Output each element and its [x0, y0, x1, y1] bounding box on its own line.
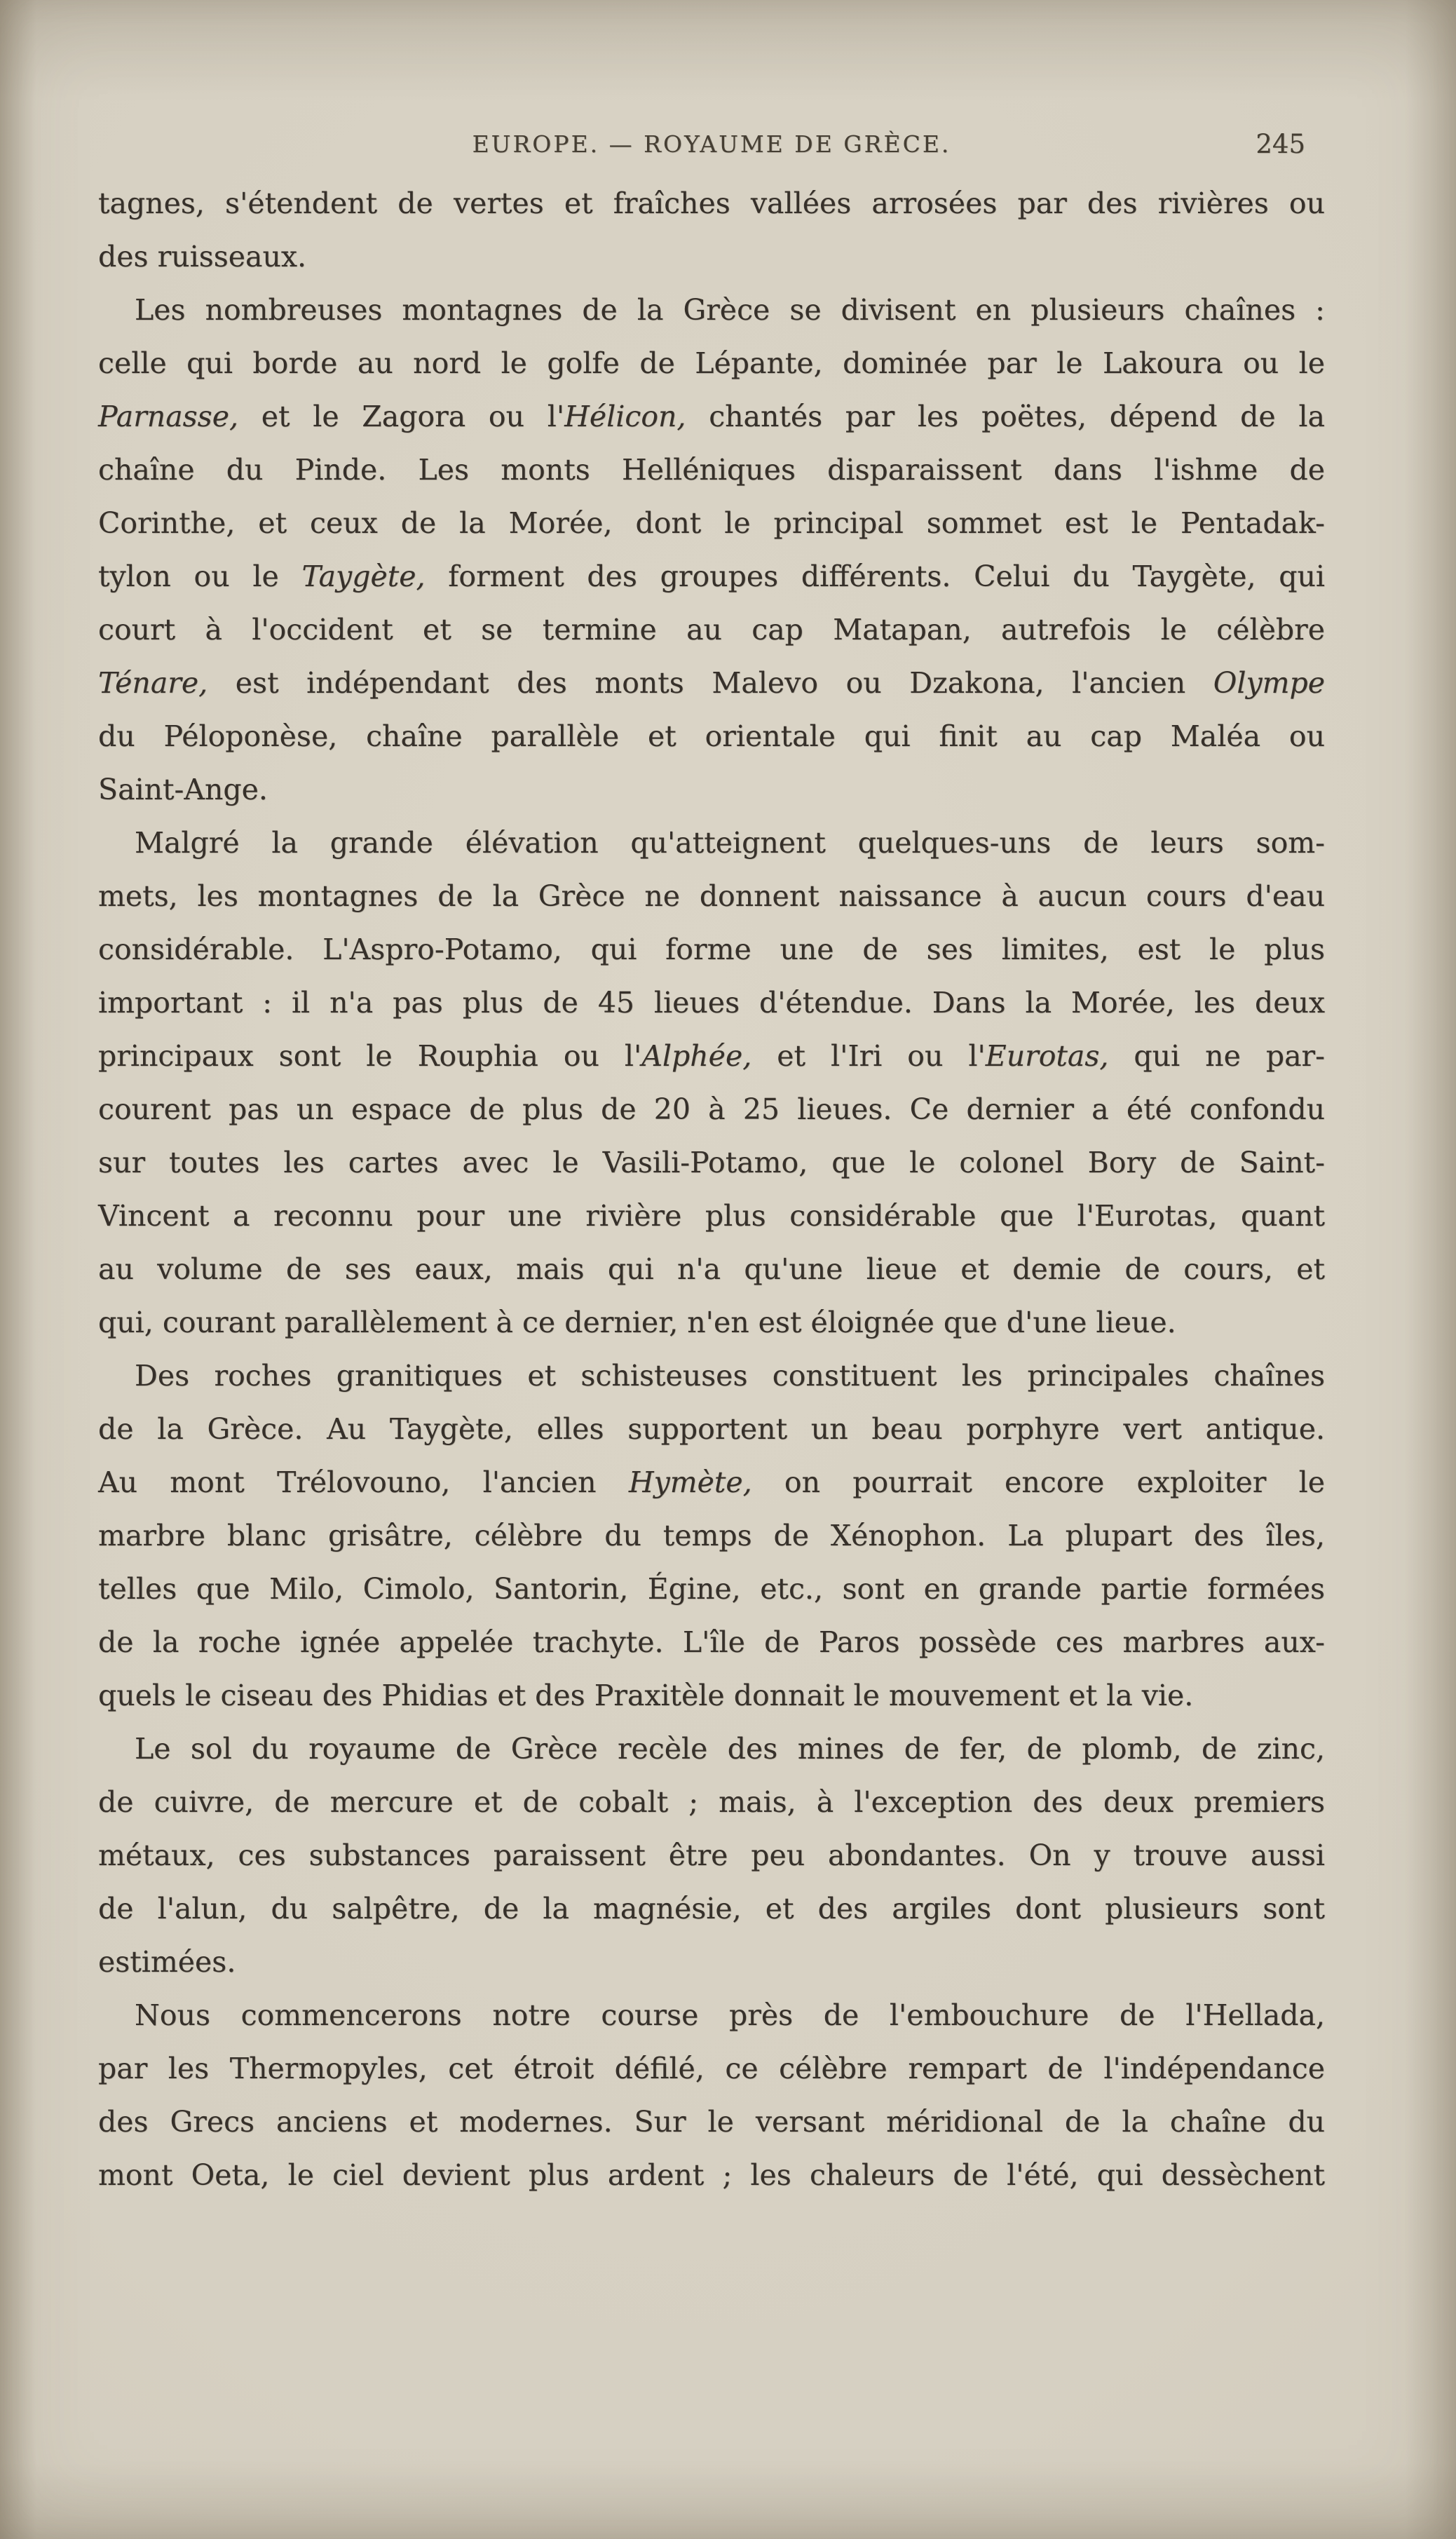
- text-segment: considérable. L'Aspro-Potamo, qui forme une de ses limites, est le plus: [98, 933, 1325, 966]
- text-segment: Saint-Ange.: [98, 773, 268, 806]
- text-line: [98, 1349, 1325, 1402]
- text-segment: Corinthe, et ceux de la Morée, dont le principal sommet est le Pentadak-: [98, 506, 1325, 540]
- text-line: [98, 763, 1325, 816]
- text-line: [98, 1296, 1325, 1349]
- text-line: [98, 1935, 1325, 1989]
- text-segment: tagnes, s'étendent de vertes et fraîches vallées arrosées par des rivières ou: [98, 187, 1325, 220]
- text-segment: on pourrait encore exploiter le: [751, 1465, 1325, 1499]
- italic-text: Taygète,: [301, 560, 426, 593]
- text-line: [98, 496, 1325, 550]
- text-line: [98, 1669, 1325, 1722]
- text-line: [98, 2148, 1325, 2202]
- text-segment: court à l'occident et se termine au cap Matapan, autrefois le célèbre: [98, 613, 1325, 646]
- text-segment: de la roche ignée appelée trachyte. L'île de Paros possède ces marbres aux-: [98, 1625, 1325, 1659]
- text-segment: telles que Milo, Cimolo, Santorin, Égine, etc., sont en grande partie formées: [98, 1572, 1325, 1606]
- text-line: [98, 1402, 1325, 1456]
- text-segment: Nous commencerons notre course près de l'embouchure de l'Hellada,: [135, 1998, 1325, 2032]
- text-segment: Vincent a reconnu pour une rivière plus considérable que l'Eurotas, quant: [98, 1199, 1325, 1233]
- italic-text: Parnasse,: [98, 400, 239, 433]
- text-segment: du Péloponèse, chaîne parallèle et orientale qui finit au cap Maléa ou: [98, 719, 1325, 753]
- text-segment: chaîne du Pinde. Les monts Helléniques disparaissent dans l'ishme de: [98, 453, 1325, 487]
- text-line: [98, 923, 1325, 976]
- text-segment: marbre blanc grisâtre, célèbre du temps de Xénophon. La plupart des îles,: [98, 1519, 1325, 1552]
- text-line: [98, 390, 1325, 443]
- text-segment: qui ne par-: [1108, 1039, 1325, 1073]
- text-segment: de l'alun, du salpêtre, de la magnésie, et des argiles dont plusieurs sont: [98, 1892, 1325, 1925]
- text-line: [98, 177, 1325, 230]
- text-segment: qui, courant parallèlement à ce dernier, n'en est éloignée que d'une lieue.: [98, 1306, 1176, 1339]
- text-segment: Au mont Trélovouno, l'ancien: [98, 1465, 629, 1499]
- text-line: [98, 550, 1325, 603]
- text-line: [98, 1189, 1325, 1243]
- italic-text: Olympe: [1213, 666, 1325, 700]
- text-line: [98, 656, 1325, 710]
- italic-text: Ténare,: [98, 666, 208, 700]
- text-segment: de cuivre, de mercure et de cobalt ; mais, à l'exception des deux premiers: [98, 1785, 1325, 1819]
- text-segment: de la Grèce. Au Taygète, elles supportent un beau porphyre vert antique.: [98, 1412, 1325, 1446]
- italic-text: Eurotas,: [985, 1039, 1109, 1073]
- text-line: [98, 603, 1325, 656]
- text-line: [98, 337, 1325, 390]
- text-line: [98, 2095, 1325, 2148]
- text-segment: des ruisseaux.: [98, 240, 307, 273]
- text-segment: estimées.: [98, 1945, 236, 1979]
- text-line: [98, 443, 1325, 496]
- text-segment: est indépendant des monts Malevo ou Dzakona, l'ancien: [207, 666, 1213, 700]
- text-line: [98, 1616, 1325, 1669]
- text-line: [98, 976, 1325, 1029]
- italic-text: Hymète,: [628, 1465, 752, 1499]
- text-segment: par les Thermopyles, cet étroit défilé, ce célèbre rempart de l'indépendance: [98, 2052, 1325, 2085]
- text-segment: Malgré la grande élévation qu'atteignent quelques-uns de leurs som-: [135, 826, 1325, 860]
- text-segment: chantés par les poëtes, dépend de la: [686, 400, 1325, 433]
- text-line: [98, 1829, 1325, 1882]
- text-segment: important : il n'a pas plus de 45 lieues d'étendue. Dans la Morée, les deux: [98, 986, 1325, 1020]
- text-line: [98, 1989, 1325, 2042]
- page-number: 245: [1256, 129, 1305, 159]
- text-segment: principaux sont le Rouphia ou l': [98, 1039, 642, 1073]
- text-line: [98, 1722, 1325, 1775]
- text-line: [98, 1456, 1325, 1509]
- running-head: [98, 130, 1325, 165]
- text-segment: mont Oeta, le ciel devient plus ardent ; les chaleurs de l'été, qui dessèchent: [98, 2158, 1325, 2192]
- text-line: [98, 1136, 1325, 1189]
- body-text: [98, 177, 1325, 2202]
- text-segment: courent pas un espace de plus de 20 à 25 lieues. Ce dernier a été confondu: [98, 1092, 1325, 1126]
- text-segment: tylon ou le: [98, 560, 302, 593]
- text-segment: sur toutes les cartes avec le Vasili-Potamo, que le colonel Bory de Saint-: [98, 1146, 1325, 1179]
- text-segment: métaux, ces substances paraissent être peu abondantes. On y trouve aussi: [98, 1839, 1325, 1872]
- text-line: [98, 1509, 1325, 1562]
- text-segment: et l'Iri ou l': [751, 1039, 986, 1073]
- text-line: [98, 2042, 1325, 2095]
- text-segment: au volume de ses eaux, mais qui n'a qu'une lieue et demie de cours, et: [98, 1252, 1325, 1286]
- text-line: [98, 1775, 1325, 1829]
- italic-text: Hélicon,: [564, 400, 686, 433]
- text-segment: mets, les montagnes de la Grèce ne donnent naissance à aucun cours d'eau: [98, 879, 1325, 913]
- text-segment: quels le ciseau des Phidias et des Praxitèle donnait le mouvement et la vie.: [98, 1679, 1194, 1712]
- text-segment: et le Zagora ou l': [238, 400, 565, 433]
- text-line: [98, 230, 1325, 283]
- text-segment: celle qui borde au nord le golfe de Lépante, dominée par le Lakoura ou le: [98, 346, 1325, 380]
- text-line: [98, 1029, 1325, 1083]
- text-line: [98, 1083, 1325, 1136]
- text-segment: des Grecs anciens et modernes. Sur le versant méridional de la chaîne du: [98, 2105, 1325, 2139]
- text-segment: Le sol du royaume de Grèce recèle des mines de fer, de plomb, de zinc,: [135, 1732, 1325, 1766]
- text-line: [98, 816, 1325, 869]
- text-segment: Les nombreuses montagnes de la Grèce se divisent en plusieurs chaînes :: [135, 293, 1325, 327]
- text-line: [98, 710, 1325, 763]
- text-line: [98, 283, 1325, 337]
- text-segment: Des roches granitiques et schisteuses constituent les principales chaînes: [135, 1359, 1325, 1393]
- running-title: EUROPE. — ROYAUME DE GRÈCE.: [472, 130, 951, 158]
- text-line: [98, 1243, 1325, 1296]
- text-line: [98, 1882, 1325, 1935]
- text-segment: forment des groupes différents. Celui du Taygète, qui: [425, 560, 1325, 593]
- text-line: [98, 869, 1325, 923]
- italic-text: Alphée,: [641, 1039, 752, 1073]
- text-line: [98, 1562, 1325, 1616]
